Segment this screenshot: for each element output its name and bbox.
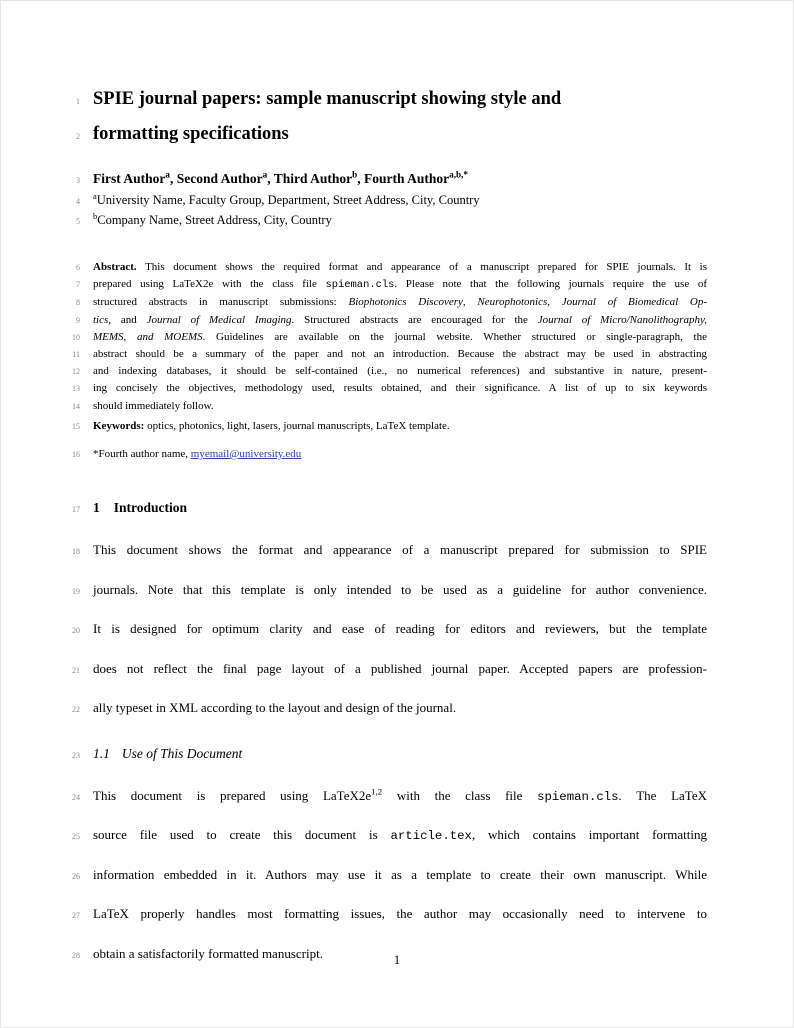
text-segment: structured abstracts in manuscript submissions: bbox=[93, 296, 349, 309]
journal-name: Neurophotonics bbox=[477, 296, 548, 309]
line-number: 21 bbox=[72, 665, 80, 675]
line-number: 2 bbox=[76, 132, 80, 141]
abstract-text bbox=[93, 312, 707, 329]
body-text: information embedded in it. Authors may use it as a template to create their own manuscript. While bbox=[93, 866, 707, 882]
abstract-text: abstract should be a summary of the paper and not an introduction. Because the abstract may be used in abstracting bbox=[93, 348, 707, 361]
usage-paragraph bbox=[59, 777, 707, 975]
intro-paragraph bbox=[59, 531, 707, 729]
body-line bbox=[59, 571, 707, 611]
text-segment: This document is prepared using LaTeX2e bbox=[93, 787, 372, 803]
text-segment: . Please note that the following journals require the use of bbox=[394, 278, 707, 291]
affiliation-text bbox=[93, 191, 707, 210]
line-number: 13 bbox=[72, 384, 80, 394]
body-line bbox=[59, 531, 707, 571]
affiliation-text bbox=[93, 211, 707, 230]
journal-name: Biophotonics Discovery bbox=[348, 296, 463, 309]
line-number: 24 bbox=[72, 792, 80, 802]
text-segment: This document shows the required format and appearance of a manuscript prepared for SPIE journals. It is bbox=[136, 261, 707, 273]
text-segment: . The LaTeX bbox=[618, 787, 707, 803]
line-number: 25 bbox=[72, 832, 80, 842]
abstract-text bbox=[93, 329, 707, 346]
abstract-line bbox=[59, 312, 707, 329]
author-name: , Third Author bbox=[267, 171, 353, 186]
title-line-1 bbox=[59, 83, 707, 118]
text-segment: with the class file bbox=[382, 787, 538, 803]
body-text: This document shows the format and appearance of a manuscript prepared for submission to SPIE bbox=[93, 542, 707, 558]
keywords-line bbox=[59, 418, 707, 435]
text-segment: . Structured abstracts are encouraged for the bbox=[291, 313, 538, 326]
abstract-line bbox=[59, 363, 707, 380]
section-number: 1 bbox=[93, 500, 100, 516]
affil-mark: a bbox=[93, 190, 97, 201]
line-number: 20 bbox=[72, 626, 80, 636]
abstract-line bbox=[59, 346, 707, 363]
abstract-text bbox=[93, 276, 707, 294]
line-number: 18 bbox=[72, 547, 80, 557]
line-number: 6 bbox=[76, 263, 80, 272]
body-line bbox=[59, 816, 707, 856]
authors-line bbox=[59, 169, 707, 191]
journal-name: MEMS, and MOEMS bbox=[93, 330, 203, 343]
author-name: , Second Author bbox=[169, 171, 263, 186]
body-line bbox=[59, 895, 707, 935]
source-file-name: article.tex bbox=[390, 829, 472, 844]
class-file-name: spieman.cls bbox=[325, 279, 395, 292]
line-number: 8 bbox=[76, 298, 80, 308]
body-text bbox=[93, 777, 707, 817]
paper-title-text: formatting specifications bbox=[93, 124, 289, 144]
subsection-title: Use of This Document bbox=[121, 745, 243, 761]
text-segment: prepared using LaTeX2e with the class file bbox=[93, 278, 326, 291]
body-line bbox=[59, 689, 707, 729]
author-name: First Author bbox=[93, 171, 166, 186]
section-title: Introduction bbox=[113, 500, 188, 516]
abstract-text: and indexing databases, it should be self-contained (i.e., no numerical references) and substantive in nature, present- bbox=[93, 365, 707, 378]
text-segment: Company Name, Street Address, City, Country bbox=[97, 213, 332, 227]
line-number: 19 bbox=[72, 586, 80, 596]
abstract-text: ing concisely the objectives, methodology used, results obtained, and their significance. A list of up to six keywords bbox=[93, 382, 707, 395]
subsection-number: 1.1 bbox=[93, 745, 110, 761]
text-segment: University Name, Faculty Group, Department, Street Address, City, Country bbox=[96, 193, 480, 207]
affiliation-line-a bbox=[59, 191, 707, 211]
text-segment: . Guidelines are available on the journal website. Whether structured or single-paragraph, the bbox=[202, 330, 707, 343]
body-text: ally typeset in XML according to the layout and design of the journal. bbox=[93, 700, 457, 716]
text-segment: optics, photonics, light, lasers, journal manuscripts, LaTeX template. bbox=[144, 419, 450, 432]
paper-title-text: SPIE journal papers: sample manuscript showing style and bbox=[93, 89, 562, 109]
keywords-text bbox=[93, 418, 707, 435]
abstract-text: should immediately follow. bbox=[93, 399, 214, 412]
body-text: LaTeX properly handles most formatting issues, the author may occasionally need to intervene to bbox=[93, 906, 707, 922]
author-affil-mark: a bbox=[165, 169, 170, 180]
journal-name: Journal of Biomedical Op- bbox=[561, 296, 707, 309]
line-number: 12 bbox=[72, 367, 80, 377]
body-line bbox=[59, 610, 707, 650]
line-number: 22 bbox=[72, 705, 80, 715]
line-number: 4 bbox=[76, 197, 80, 206]
text-segment: , bbox=[462, 296, 478, 309]
text-segment: *Fourth author name, bbox=[93, 448, 191, 461]
body-text: does not reflect the final page layout of a published journal paper. Accepted papers are profession- bbox=[93, 660, 707, 676]
line-number: 9 bbox=[76, 315, 80, 325]
section-heading-text bbox=[93, 497, 707, 519]
body-line bbox=[59, 650, 707, 690]
line-number: 17 bbox=[72, 505, 80, 515]
affil-mark: b bbox=[93, 210, 98, 221]
line-number: 23 bbox=[72, 750, 80, 760]
email-link[interactable]: myemail@university.edu bbox=[190, 448, 302, 461]
text-segment: , which contains important formatting bbox=[471, 827, 708, 843]
author-name: , Fourth Author bbox=[357, 171, 450, 186]
author-affil-mark: a bbox=[262, 169, 268, 180]
abstract-line bbox=[59, 276, 707, 294]
subsection-heading-text bbox=[93, 743, 707, 765]
subsection-1-1-heading bbox=[59, 743, 707, 767]
line-number: 15 bbox=[72, 421, 80, 431]
line-number: 11 bbox=[72, 350, 80, 360]
line-number: 27 bbox=[72, 911, 80, 921]
affiliation-line-b bbox=[59, 211, 707, 231]
line-number: 16 bbox=[72, 450, 80, 460]
journal-name: Journal of Medical Imaging bbox=[146, 313, 292, 326]
page-number: 1 bbox=[393, 953, 401, 967]
body-line bbox=[59, 856, 707, 896]
document-body bbox=[59, 1, 707, 974]
corresponding-author-text bbox=[93, 446, 707, 463]
corresponding-author-line bbox=[59, 446, 707, 463]
line-number: 3 bbox=[76, 176, 80, 185]
abstract-line bbox=[59, 398, 707, 415]
body-text: obtain a satisfactorily formatted manuscript. bbox=[93, 945, 323, 961]
abstract-label: Abstract. bbox=[93, 261, 137, 273]
abstract-text bbox=[93, 259, 707, 276]
text-segment: , and bbox=[108, 313, 147, 326]
line-number: 26 bbox=[72, 871, 80, 881]
keywords-label: Keywords: bbox=[93, 419, 145, 432]
title-block bbox=[59, 83, 707, 153]
body-line bbox=[59, 777, 707, 817]
citation-mark: 1,2 bbox=[371, 786, 383, 797]
journal-name: tics bbox=[93, 313, 109, 326]
line-number: 10 bbox=[72, 332, 80, 342]
line-number: 1 bbox=[76, 97, 80, 106]
body-text: journals. Note that this template is only intended to be used as a guideline for author convenience. bbox=[93, 581, 707, 597]
abstract-line bbox=[59, 329, 707, 346]
author-affil-mark: b bbox=[352, 169, 358, 180]
body-text bbox=[93, 816, 707, 856]
abstract-block bbox=[59, 259, 707, 415]
abstract-line bbox=[59, 259, 707, 276]
journal-name: Journal of Micro/Nanolithography, bbox=[537, 313, 707, 326]
line-number: 28 bbox=[72, 950, 80, 960]
line-number: 5 bbox=[76, 217, 80, 226]
text-segment: , bbox=[547, 296, 562, 309]
text-segment: source file used to create this document is bbox=[93, 827, 391, 843]
line-number: 14 bbox=[72, 401, 80, 411]
abstract-text bbox=[93, 294, 707, 311]
section-1-heading bbox=[59, 497, 707, 521]
authors-text bbox=[93, 169, 707, 189]
abstract-line bbox=[59, 294, 707, 311]
author-affil-mark: a,b,* bbox=[449, 169, 468, 180]
title-line-2 bbox=[59, 118, 707, 153]
abstract-line bbox=[59, 380, 707, 397]
line-number: 7 bbox=[76, 280, 80, 290]
body-text: It is designed for optimum clarity and ease of reading for editors and reviewers, but the template bbox=[93, 621, 707, 637]
class-file-name: spieman.cls bbox=[537, 789, 619, 804]
